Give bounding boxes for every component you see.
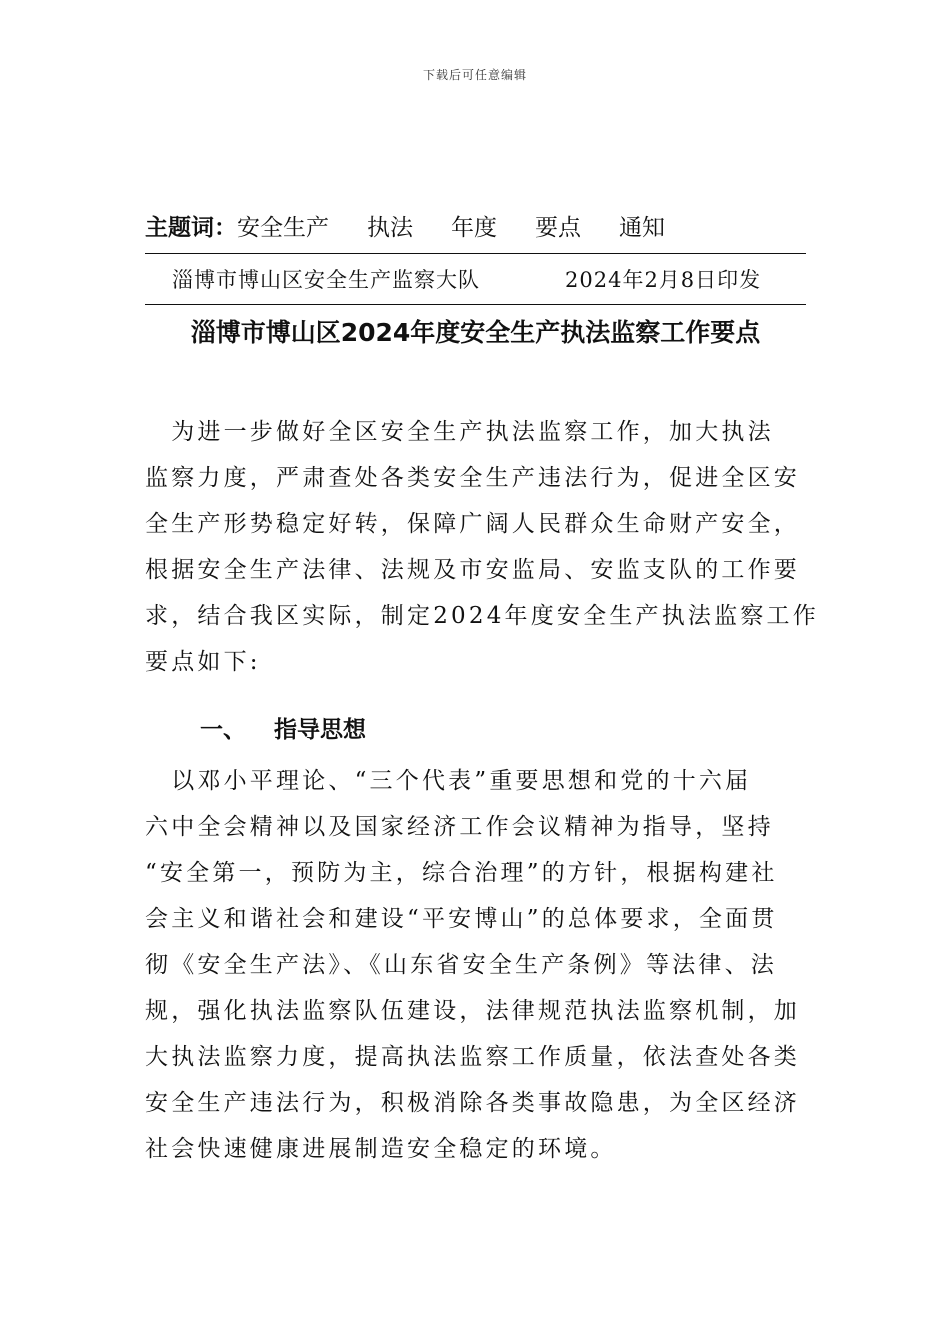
divider-line — [145, 304, 806, 305]
subject-keywords-row — [145, 208, 805, 248]
issuer-row — [172, 258, 806, 302]
header-note: 下载后可任意编辑 — [422, 68, 527, 82]
subject-label: 主题词： — [145, 215, 237, 241]
paragraph-line: 规，强化执法监察队伍建设，法律规范执法监察机制，加 — [145, 998, 800, 1024]
subject-keyword: 执法 — [367, 215, 413, 241]
paragraph-line: 为进一步做好全区安全生产执法监察工作，加大执法 — [145, 419, 774, 445]
section-number: 一、 — [200, 717, 246, 743]
subject-keyword: 安全生产 — [237, 215, 329, 241]
paragraph-line: 会主义和谐社会和建设“平安博山”的总体要求，全面贯 — [145, 906, 778, 932]
paragraph-line: 安全生产违法行为，积极消除各类事故隐患，为全区经济 — [145, 1090, 800, 1116]
paragraph-line: 要点如下: — [145, 649, 261, 675]
paragraph-line: 社会快速健康进展制造安全稳定的环境。 — [145, 1136, 617, 1162]
section-heading — [200, 708, 366, 752]
paragraph-line: 六中全会精神以及国家经济工作会议精神为指导，坚持 — [145, 814, 774, 840]
subject-keyword: 要点 — [535, 215, 581, 241]
paragraph-line: 彻《安全生产法》、《山东省安全生产条例》等法律、法 — [145, 952, 777, 978]
paragraph-line: 大执法监察力度，提高执法监察工作质量，依法查处各类 — [145, 1044, 800, 1070]
divider-line — [145, 253, 806, 254]
paragraph-line: 监察力度，严肃查处各类安全生产违法行为，促进全区安 — [145, 465, 800, 491]
section-paragraph — [145, 758, 806, 1172]
subject-keyword: 通知 — [619, 215, 665, 241]
issuer-org: 淄博市博山区安全生产监察大队 — [172, 268, 480, 292]
paragraph-line: 根据安全生产法律、法规及市安监局、安监支队的工作要 — [145, 557, 800, 583]
paragraph-line: 以邓小平理论、“三个代表”重要思想和党的十六届 — [145, 768, 752, 794]
section-title: 指导思想 — [274, 717, 366, 743]
paragraph-line: “安全第一，预防为主，综合治理”的方针，根据构建社 — [145, 860, 778, 886]
paragraph-line: 全生产形势稳定好转，保障广阔人民群众生命财产安全， — [145, 511, 800, 537]
document-title: 淄博市博山区2024年度安全生产执法监察工作要点 — [190, 318, 761, 347]
issue-date: 2024年2月8日印发 — [565, 268, 762, 292]
subject-keyword: 年度 — [451, 215, 497, 241]
paragraph-line: 求，结合我区实际，制定2024年度安全生产执法监察工作 — [145, 603, 819, 629]
intro-paragraph — [145, 409, 819, 685]
